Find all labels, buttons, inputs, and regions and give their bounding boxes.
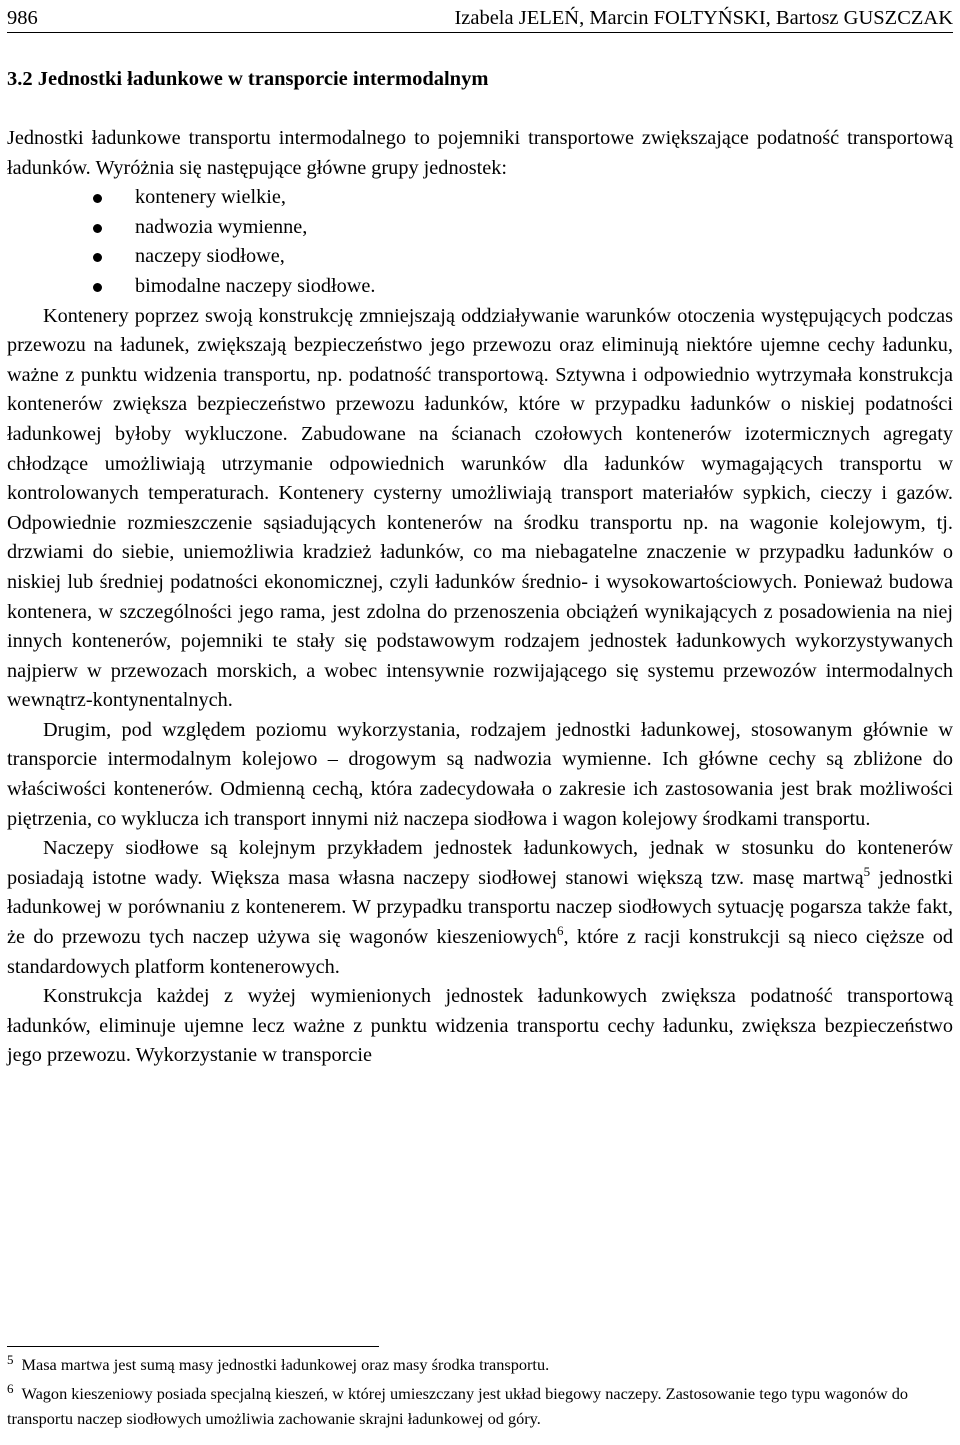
paragraph-construction: Konstrukcja każdej z wyżej wymienionych jednostek ładunkowych zwiększa podatność transportową ładunków, eliminuje ujemne lecz ważne z punktu widzenia transportu cechy ładunku, zwiększa bezpieczeństwo jego przewozu. Wykorzystanie w transporcie (7, 985, 953, 1067)
running-header (7, 4, 953, 33)
footnote-text: Masa martwa jest sumą masy jednostki ładunkowej oraz masy środka transportu. (21, 1355, 550, 1374)
text-span: , które z racji konstrukcji są nieco cięższe od standardowych platform kontenerowych. (7, 926, 953, 978)
footnote-text: Wagon kieszeniowy posiada specjalną kieszeń, w której umieszczany jest układ biegowy naczepy. Zastosowanie tego typu wagonów do transportu naczep siodłowych umożliwia zachowanie skrajni ładunkowej od góry. (7, 1384, 909, 1428)
list-item: bimodalne naczepy siodłowe. (7, 272, 953, 302)
paragraph-semitrailers (7, 834, 953, 982)
footnote-ref-6[interactable]: 6 (557, 923, 564, 939)
section-title: 3.2 Jednostki ładunkowe w transporcie intermodalnym (7, 68, 489, 90)
footnote-number: 5 (7, 1351, 14, 1367)
body-text (7, 124, 953, 1071)
paragraph-containers: Kontenery poprzez swoją konstrukcję zmniejszają oddziaływanie warunków otoczenia występujących podczas przewozu na ładunek, zwiększają bezpieczeństwo jego przewozu oraz eliminują niektóre ujemne cechy ładunku, ważne z punktu widzenia transportu, np. podatność transportową. Sztywna i odpowiednio wytrzymała konstrukcja kontenerów zwiększa bezpieczeństwo przewozu ładunków, które w przypadku ładunków o niskiej podatności ładunkowej byłoby wykluczone. Zabudowane na ścianach czołowych kontenerów izotermicznych agregaty chłodzące umożliwiają utrzymanie odpowiednich warunków dla ładunków wymagających transportu w kontrolowanych temperaturach. Kontenery cysterny umożliwiają transport materiałów sypkich, cieczy i gazów. Odpowiednie rozmieszczenie sąsiadujących kontenerów na środku transportu np. na wagonie kolejowym, tj. drzwiami do siebie, uniemożliwia kradzież ładunków, co ma niebagatelne znaczenie w przypadku ładunków o niskiej lub średniej podatności ekonomicznej, czyli ładunków średnio- i wysokowartościowych. Ponieważ budowa kontenera, w szczególności jego rama, jest zdolna do przenoszenia obciążeń wynikających z posadowienia na niej innych kontenerów, pojemniki te stały się podstawowym rodzajem jednostek ładunkowych wykorzystywanych najpierw w przewozach morskich, a wobec intensywnie rozwijającego się systemu przewozów intermodalnych wewnątrz-kontynentalnych. (7, 304, 953, 712)
author-line: Izabela JELEŃ, Marcin FOLTYŃSKI, Bartosz GUSZCZAK (454, 7, 953, 29)
footnotes (7, 1352, 953, 1435)
paragraph-swap-bodies: Drugim, pod względem poziomu wykorzystania, rodzajem jednostki ładunkowej, stosowanym głównie w transporcie intermodalnym kolejowo – drogowym są nadwozia wymienne. Ich główne cechy są zbliżone do właściwości kontenerów. Odmienną cechą, która zadecydowała o zakresie ich zastosowania jest brak możliwości piętrzenia, co wyklucza ich transport innymi niż naczepa siodłowa i wagon kolejowy środkami transportu. (7, 718, 953, 830)
unit-groups-list (7, 183, 953, 301)
footnote-ref-5[interactable]: 5 (863, 864, 871, 880)
list-item: naczepy siodłowe, (7, 242, 953, 272)
intro-paragraph: Jednostki ładunkowe transportu intermodalnego to pojemniki transportowe zwiększające podatność transportową ładunków. Wyróżnia się następujące główne grupy jednostek: (7, 127, 953, 179)
footnote-6 (7, 1381, 953, 1431)
footnote-divider (7, 1346, 379, 1347)
list-item: kontenery wielkie, (7, 183, 953, 213)
footnote-number: 6 (7, 1380, 14, 1396)
page-number: 986 (7, 7, 38, 29)
list-item: nadwozia wymienne, (7, 213, 953, 243)
text-span: Naczepy siodłowe są kolejnym przykładem jednostek ładunkowych, jednak w stosunku do kontenerów posiadają istotne wady. Większa masa własna naczepy siodłowej stanowi większą tzw. masę martwą (7, 837, 953, 889)
footnote-5 (7, 1352, 953, 1377)
text-span: jednostki ładunkowej w porównaniu z kontenerem. W przypadku transportu naczep siodłowych sytuację pogarsza także fakt, że do przewozu tych naczep używa się wagonów kieszeniowych (7, 866, 953, 949)
